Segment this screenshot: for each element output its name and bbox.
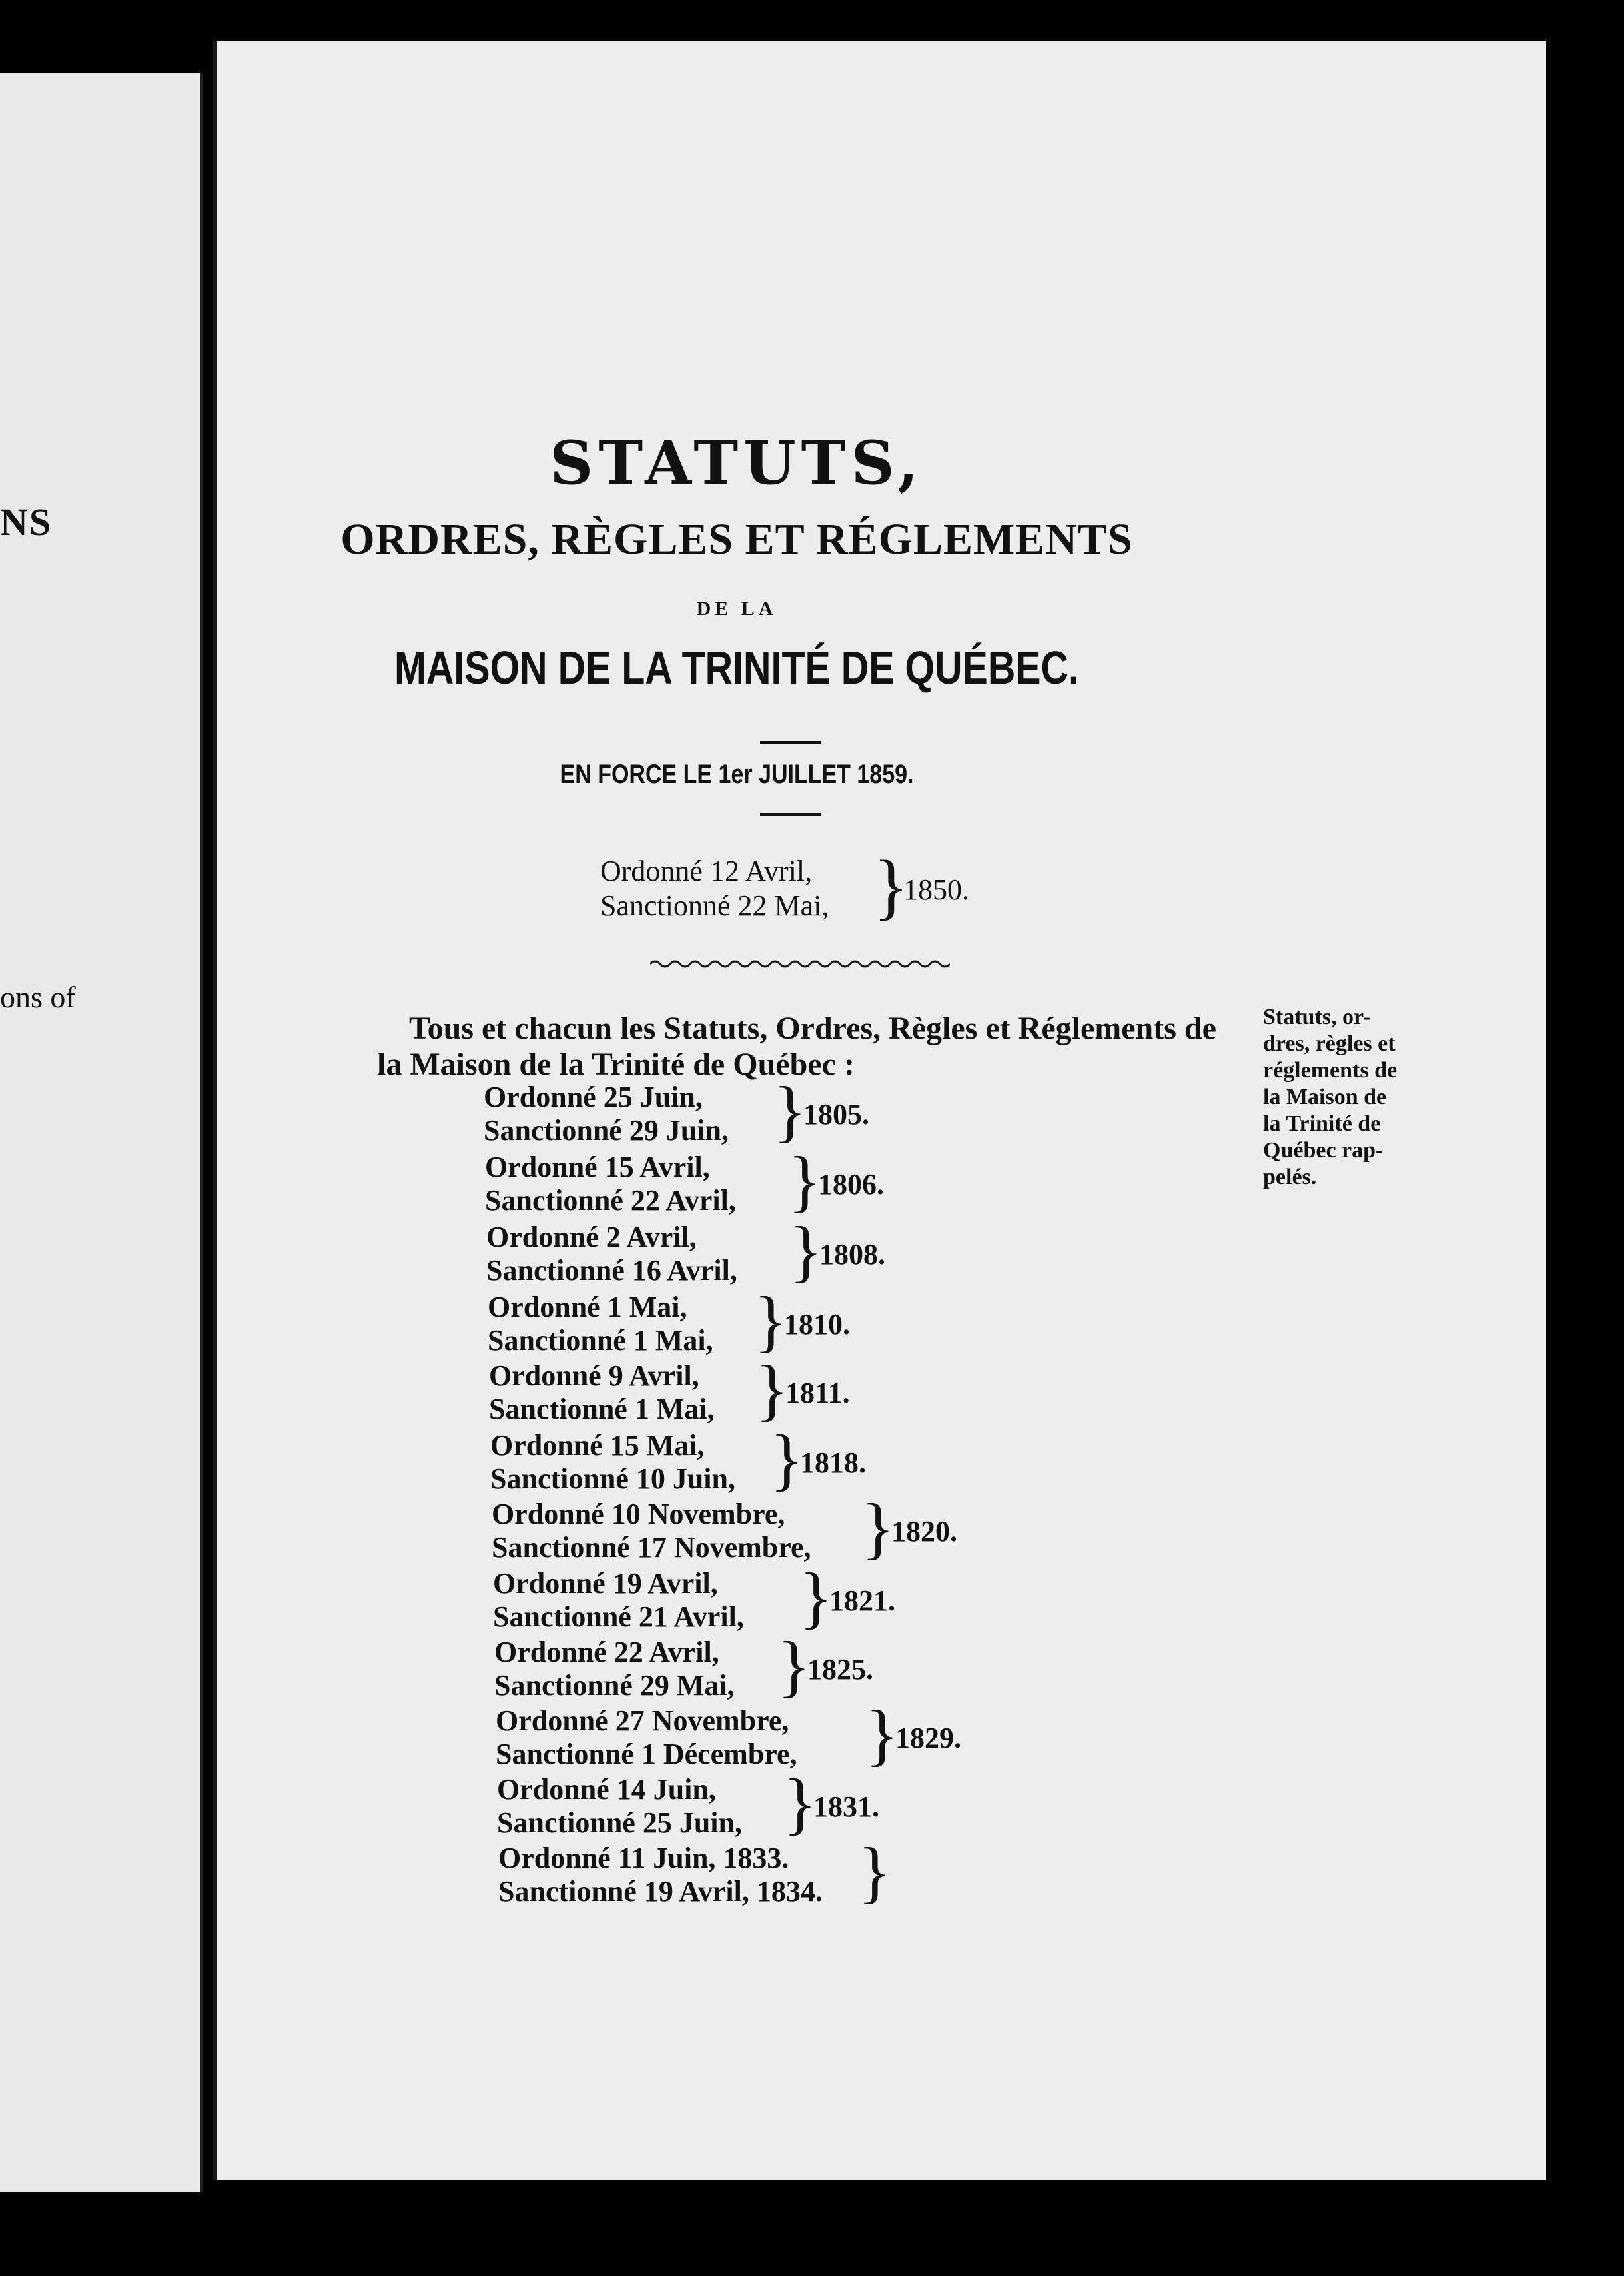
curly-brace-icon: } <box>789 1213 823 1289</box>
title-connector: DE LA <box>696 598 777 620</box>
curly-brace-icon: } <box>873 846 909 927</box>
margin-note-line: réglements de <box>1263 1058 1398 1083</box>
act-sanctioned: Sanctionné 1 Mai, <box>488 1324 713 1357</box>
repealed-act <box>485 1143 884 1219</box>
curly-brace-icon: } <box>783 1765 817 1842</box>
curly-brace-icon: } <box>770 1421 803 1498</box>
repealed-act <box>486 1213 885 1289</box>
act-year: 1810. <box>784 1308 850 1341</box>
curly-brace-icon: } <box>755 1351 789 1428</box>
act-ordered: Ordonné 15 Avril, <box>485 1151 710 1183</box>
act-ordered: Ordonné 14 Juin, <box>497 1773 716 1806</box>
wavy-divider <box>650 957 950 971</box>
act-year: 1829. <box>895 1722 961 1754</box>
act-year: 1820. <box>891 1515 957 1548</box>
repeal-intro-line2: la Maison de la Trinité de Québec : <box>377 1047 855 1082</box>
page-subtitle: ORDRES, RÈGLES ET RÉGLEMENTS <box>340 515 1133 564</box>
left-facing-page <box>0 73 203 2192</box>
enactment-ordered: Ordonné 12 Avril, <box>600 855 813 887</box>
act-ordered: Ordonné 10 Novembre, <box>492 1498 785 1530</box>
act-sanctioned: Sanctionné 1 Décembre, <box>496 1738 797 1770</box>
curly-brace-icon: } <box>858 1834 891 1910</box>
curly-brace-icon: } <box>773 1073 807 1149</box>
act-sanctioned: Sanctionné 10 Juin, <box>490 1462 735 1495</box>
left-page-heading-fragment: NS <box>0 500 53 544</box>
act-year: 1825. <box>807 1653 873 1686</box>
margin-note-line: Statuts, or- <box>1263 1005 1371 1029</box>
act-year: 1805. <box>803 1098 869 1131</box>
repealed-act <box>498 1834 891 1910</box>
act-ordered: Ordonné 15 Mai, <box>490 1429 705 1462</box>
curly-brace-icon: } <box>861 1490 895 1566</box>
act-sanctioned: Sanctionné 29 Juin, <box>484 1114 729 1147</box>
margin-note-line: la Maison de <box>1263 1085 1387 1109</box>
act-sanctioned: Sanctionné 21 Avril, <box>493 1600 744 1633</box>
act-sanctioned: Sanctionné 1 Mai, <box>489 1393 715 1425</box>
act-sanctioned: Sanctionné 29 Mai, <box>494 1669 735 1702</box>
act-sanctioned: Sanctionné 19 Avril, 1834. <box>498 1875 823 1908</box>
divider-rule <box>760 813 821 816</box>
repealed-act <box>492 1490 957 1566</box>
repealed-act <box>497 1765 879 1842</box>
curly-brace-icon: } <box>777 1628 811 1704</box>
divider-rule <box>760 741 821 744</box>
repealed-act <box>488 1283 850 1359</box>
act-ordered: Ordonné 22 Avril, <box>494 1636 719 1668</box>
curly-brace-icon: } <box>754 1283 787 1359</box>
repealed-act <box>489 1351 850 1428</box>
act-sanctioned: Sanctionné 22 Avril, <box>485 1184 736 1217</box>
margin-note-line: dres, règles et <box>1263 1031 1396 1056</box>
act-year: 1808. <box>819 1238 885 1271</box>
margin-note <box>1263 1004 1443 1191</box>
page-title: STATUTS, <box>550 428 924 498</box>
act-sanctioned: Sanctionné 17 Novembre, <box>492 1531 811 1564</box>
curly-brace-icon: } <box>865 1696 899 1773</box>
repealed-act <box>496 1696 961 1773</box>
act-ordered: Ordonné 11 Juin, 1833. <box>498 1842 789 1874</box>
repealed-act <box>493 1559 895 1636</box>
act-year: 1821. <box>829 1584 895 1617</box>
repealed-act <box>494 1628 873 1704</box>
enactment-sanctioned: Sanctionné 22 Mai, <box>600 889 829 922</box>
curly-brace-icon: } <box>799 1559 833 1636</box>
act-sanctioned: Sanctionné 25 Juin, <box>497 1806 742 1839</box>
act-year: 1811. <box>785 1377 850 1409</box>
margin-note-line: pelés. <box>1263 1165 1317 1189</box>
curly-brace-icon: } <box>788 1143 821 1219</box>
act-year: 1818. <box>800 1446 866 1479</box>
act-year: 1806. <box>818 1168 884 1201</box>
repealed-act <box>490 1421 866 1498</box>
act-ordered: Ordonné 9 Avril, <box>489 1359 699 1392</box>
left-page-text-fragment: ons of <box>0 980 76 1014</box>
enactment-year: 1850. <box>903 873 969 906</box>
act-ordered: Ordonné 2 Avril, <box>486 1221 697 1253</box>
act-sanctioned: Sanctionné 16 Avril, <box>486 1254 737 1287</box>
margin-note-line: Québec rap- <box>1263 1138 1384 1163</box>
in-force-date: EN FORCE LE 1er JUILLET 1859. <box>560 760 914 789</box>
margin-note-line: la Trinité de <box>1263 1111 1381 1136</box>
act-ordered: Ordonné 1 Mai, <box>488 1291 687 1323</box>
act-ordered: Ordonné 27 Novembre, <box>496 1704 789 1737</box>
act-ordered: Ordonné 19 Avril, <box>493 1567 718 1600</box>
enactment-dates <box>600 854 829 923</box>
act-ordered: Ordonné 25 Juin, <box>484 1081 703 1113</box>
repealed-act <box>484 1073 869 1149</box>
act-year: 1831. <box>813 1790 879 1823</box>
institution-name: MAISON DE LA TRINITÉ DE QUÉBEC. <box>394 642 1079 694</box>
document-page <box>213 41 1546 2180</box>
repeal-intro-line1: Tous et chacun les Statuts, Ordres, Règles et Réglements de <box>409 1011 1216 1046</box>
